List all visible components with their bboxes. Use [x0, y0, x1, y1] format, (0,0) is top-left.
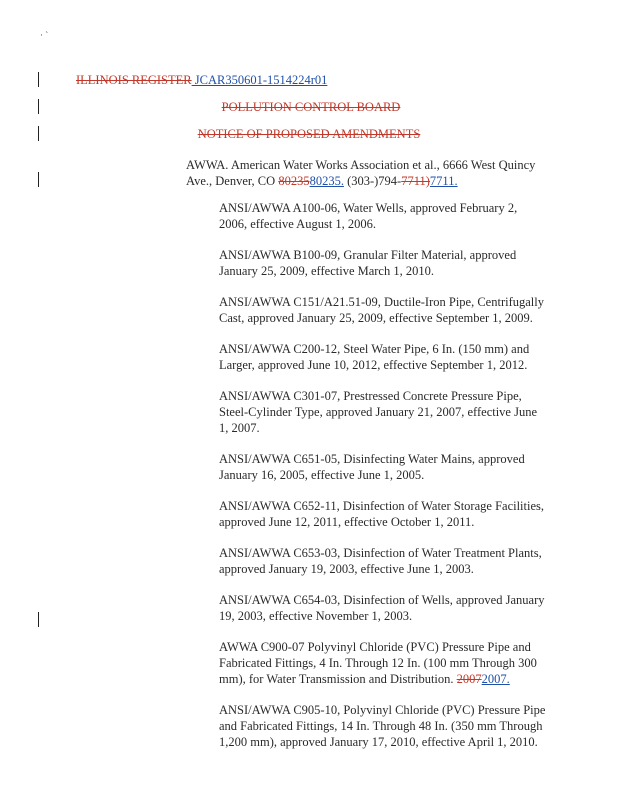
awwa-phone-deleted: 7711) — [401, 174, 430, 188]
standard-entry: ANSI/AWWA C652-11, Disinfection of Water Storage Facilities, approved June 12, 2011, effective October 1, 2011. — [219, 499, 545, 529]
notice-deleted: NOTICE OF PROPOSED AMENDMENTS — [197, 127, 421, 141]
change-bar-c900 — [38, 612, 39, 627]
c900-year-inserted: 2007. — [481, 672, 510, 686]
awwa-text: AWWA. American Water Works Association et al., 6666 West Quincy Ave., Denver, CO — [186, 158, 536, 188]
standard-entry-c900 — [219, 639, 547, 687]
awwa-reference — [186, 157, 546, 189]
standard-entry: ANSI/AWWA C151/A21.51-09, Ductile-Iron Pipe, Centrifugally Cast, approved January 25, 2009, effective September 1, 2009. — [219, 295, 544, 325]
standards-list — [219, 200, 547, 765]
standard-entry: ANSI/AWWA B100-09, Granular Filter Material, approved January 25, 2009, effective March 1, 2010. — [219, 248, 517, 278]
board-deleted: POLLUTION CONTROL BOARD — [221, 100, 401, 114]
standard-entry: ANSI/AWWA C301-07, Prestressed Concrete Pressure Pipe, Steel-Cylinder Type, approved January 21, 2007, effective June 1, 2007. — [219, 389, 538, 435]
awwa-phone: (303-)794- — [343, 174, 402, 188]
standard-entry: ANSI/AWWA C653-03, Disinfection of Water Treatment Plants, approved January 19, 2003, effective June 1, 2003. — [219, 546, 542, 576]
standard-entry: ANSI/AWWA C654-03, Disinfection of Wells, approved January 19, 2003, effective November 1, 2003. — [219, 593, 545, 623]
c900-text: AWWA C900-07 Polyvinyl Chloride (PVC) Pressure Pipe and Fabricated Fittings, 4 In. Through 12 In. (100 mm Through 300 mm), for Water Transmission and Distribution. — [219, 640, 537, 686]
register-header — [0, 73, 618, 88]
standard-entry: ANSI/AWWA A100-06, Water Wells, approved February 2, 2006, effective August 1, 2006. — [219, 201, 518, 231]
notice-header — [0, 127, 618, 142]
board-header — [0, 100, 618, 115]
register-inserted: JCAR350601-1514224r01 — [191, 73, 328, 87]
standard-entry-c905: ANSI/AWWA C905-10, Polyvinyl Chloride (PVC) Pressure Pipe and Fabricated Fittings, 14 In. Through 48 In. (350 mm Through 1,200 mm), approved January 17, 2010, effective April 1, 2010. — [219, 703, 546, 749]
c900-year-deleted: 2007 — [456, 672, 482, 686]
standard-entry: ANSI/AWWA C651-05, Disinfecting Water Mains, approved January 16, 2005, effective June 1, 2005. — [219, 452, 525, 482]
register-deleted: ILLINOIS REGISTER — [76, 73, 192, 87]
standard-entry: ANSI/AWWA C200-12, Steel Water Pipe, 6 In. (150 mm) and Larger, approved June 10, 2012, effective September 1, 2012. — [219, 342, 530, 372]
scan-specks: · ˋ — [40, 30, 49, 40]
awwa-zip-inserted: 80235. — [309, 174, 344, 188]
awwa-zip-deleted: 80235 — [278, 174, 310, 188]
awwa-phone-inserted: 7711. — [429, 174, 458, 188]
change-bar-awwa — [38, 172, 39, 187]
